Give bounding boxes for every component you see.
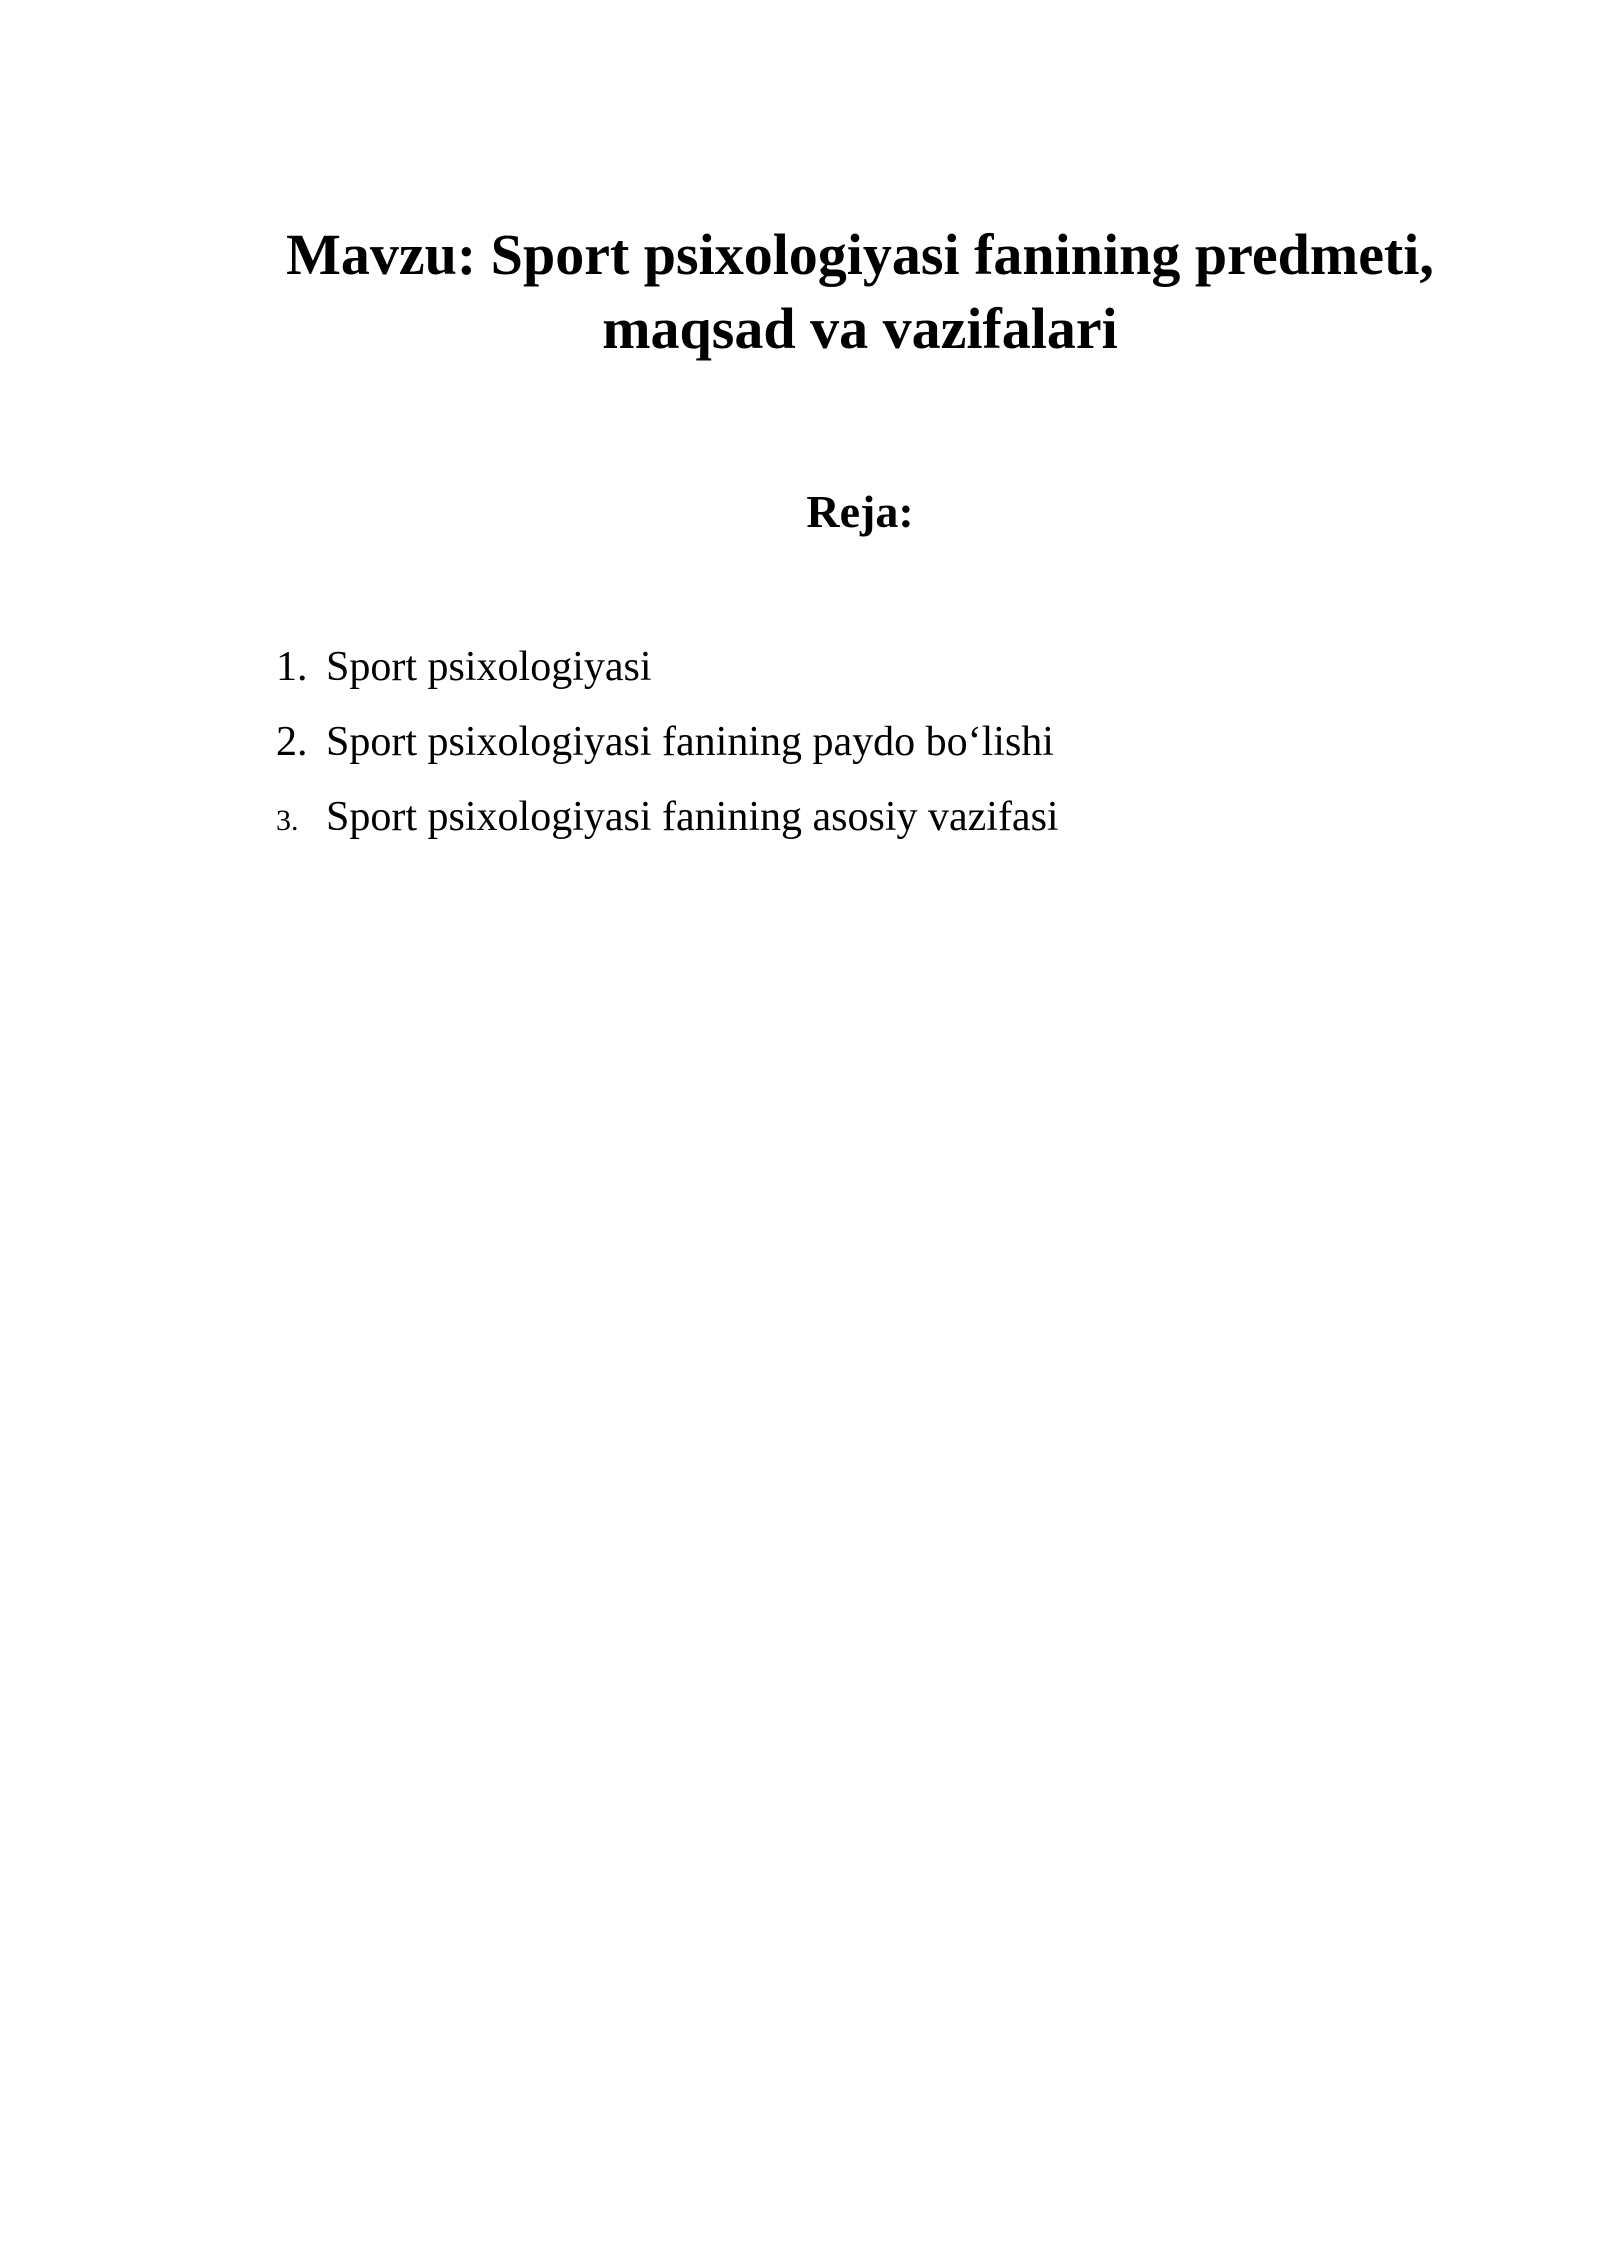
plan-item-number: 3. <box>276 804 299 837</box>
document-title-line-2: maqsad va vazifalari <box>602 296 1118 361</box>
plan-item-text: Sport psixologiyasi <box>326 644 652 690</box>
plan-list <box>276 630 1376 855</box>
document-title <box>200 218 1520 366</box>
plan-item-number: 1. <box>276 644 308 690</box>
document-title-line-1: Mavzu: Sport psixologiyasi fanining predmeti, <box>286 222 1434 287</box>
plan-item <box>276 780 1376 855</box>
plan-item-text: Sport psixologiyasi fanining asosiy vazifasi <box>326 794 1059 840</box>
plan-item-text: Sport psixologiyasi fanining paydo bo‘lishi <box>326 719 1054 765</box>
plan-item <box>276 705 1376 780</box>
plan-item <box>276 630 1376 705</box>
plan-heading: Reja: <box>806 486 914 537</box>
plan-item-number: 2. <box>276 719 308 765</box>
